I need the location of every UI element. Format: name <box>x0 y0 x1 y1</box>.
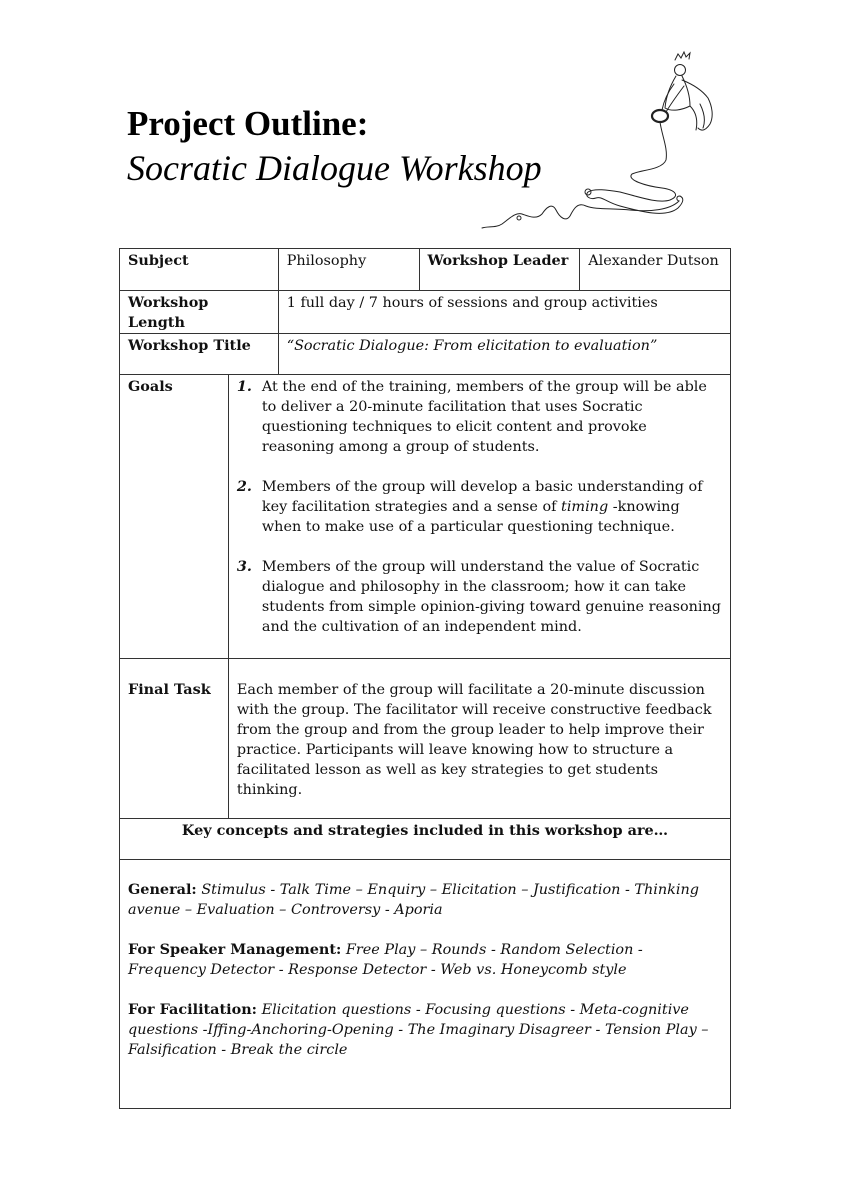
row-workshop-length <box>120 291 731 334</box>
goal-number: 3. <box>236 558 252 575</box>
subject-value: Philosophy <box>278 249 419 291</box>
concept-group-facilitation <box>128 1000 722 1060</box>
workshop-outline-table <box>119 248 731 1109</box>
goal-text-emphasis: timing <box>561 499 609 515</box>
goal-item <box>237 377 722 457</box>
row-concepts-heading <box>120 819 731 860</box>
concept-group-label: For Facilitation: <box>128 1001 257 1018</box>
goal-text: Members of the group will understand the value of Socratic dialogue and philosophy in the classroom; how it can take students from simple opinion-giving toward genuine reasoning and the cultivation of an independent mind. <box>261 559 722 635</box>
goals-content <box>228 375 730 659</box>
page-title: Project Outline: <box>127 104 369 143</box>
goals-list <box>237 377 722 637</box>
goals-label: Goals <box>120 375 229 659</box>
row-subject <box>120 249 731 291</box>
concept-group-general <box>128 880 722 920</box>
concept-group-items: Elicitation questions - Focusing questions - Meta-cognitive questions -Iffing-Anchoring-Opening - The Imaginary Disagreer - Tension Play – Falsification - Break the circle <box>128 1002 709 1058</box>
concepts-heading: Key concepts and strategies included in this workshop are… <box>120 819 731 860</box>
workshop-leader-label: Workshop Leader <box>419 249 580 291</box>
line-drawing-figure-unwinding-thread-icon <box>470 20 740 250</box>
goal-item <box>237 557 722 637</box>
workshop-length-value: 1 full day / 7 hours of sessions and group activities <box>278 291 730 334</box>
workshop-length-label: Workshop Length <box>120 291 279 334</box>
goal-text: -knowing when to make use of a particular questioning technique. <box>261 499 680 535</box>
concept-group-items: Free Play – Rounds - Random Selection - Frequency Detector - Response Detector - Web vs. Honeycomb style <box>128 942 643 978</box>
goal-number: 2. <box>236 478 252 495</box>
goal-text: Members of the group will develop a basic understanding of key facilitation strategies and a sense of <box>261 479 703 515</box>
concept-group-speaker-management <box>128 940 722 980</box>
final-task-label: Final Task <box>120 659 229 819</box>
concept-group-label: General: <box>128 881 197 898</box>
workshop-title-label: Workshop Title <box>120 334 279 375</box>
row-goals <box>120 375 731 659</box>
row-concepts <box>120 860 731 1109</box>
row-final-task <box>120 659 731 819</box>
workshop-leader-value: Alexander Dutson <box>580 249 731 291</box>
goal-item <box>237 477 722 537</box>
final-task-text: Each member of the group will facilitate a 20-minute discussion with the group. The facilitator will receive constructive feedback from the group and from the group leader to help improve their practice. Participants will leave knowing how to structure a facilitated lesson as well as key strategies to get students thinking. <box>228 659 730 819</box>
goal-text: At the end of the training, members of the group will be able to deliver a 20-minute facilitation that uses Socratic questioning techniques to elicit content and provoke reasoning among a group of students. <box>261 379 707 455</box>
concept-group-items: Stimulus - Talk Time – Enquiry – Elicitation – Justification - Thinking avenue – Evaluation – Controversy - Aporia <box>128 882 699 918</box>
concept-group-label: For Speaker Management: <box>128 941 342 958</box>
subject-label: Subject <box>120 249 279 291</box>
goal-number: 1. <box>236 378 252 395</box>
page-subtitle: Socratic Dialogue Workshop <box>127 148 542 188</box>
row-workshop-title <box>120 334 731 375</box>
concepts-content <box>120 860 731 1109</box>
workshop-title-value: “Socratic Dialogue: From elicitation to evaluation” <box>278 334 730 375</box>
